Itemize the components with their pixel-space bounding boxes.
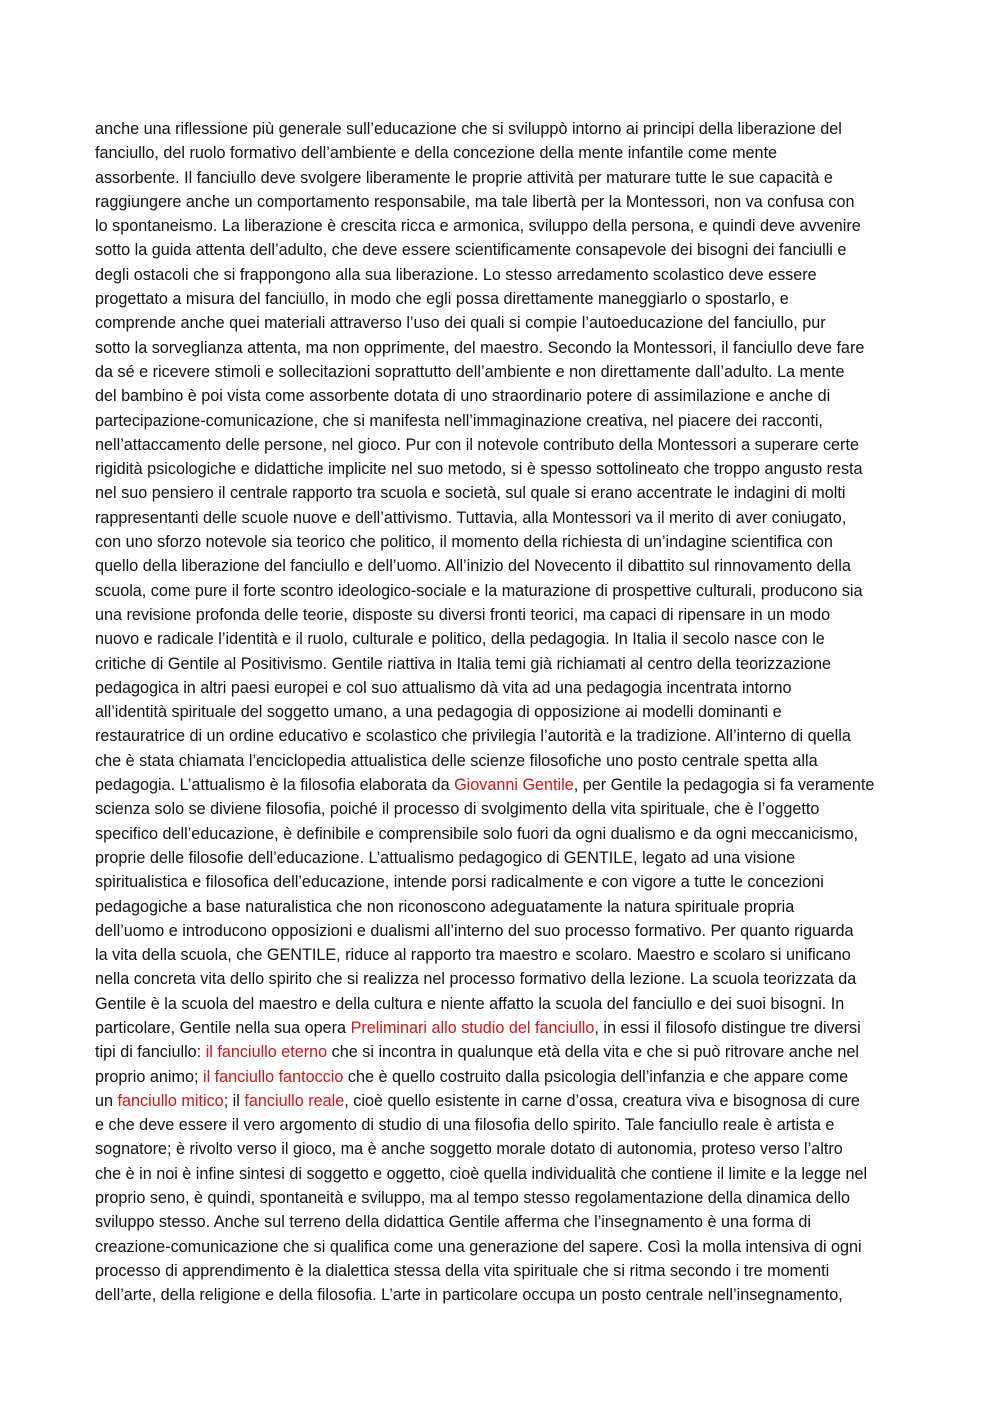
text-line: la vita della scuola, che GENTILE, riduce al rapporto tra maestro e scolaro. Maestro e scolaro si unificano — [95, 946, 851, 965]
link-preliminari[interactable]: Preliminari allo studio del fanciullo — [350, 1018, 595, 1037]
link-fanciullo-reale[interactable]: fanciullo reale — [244, 1091, 345, 1110]
text-line: una revisione profonda delle teorie, disposte su diversi fronti teorici, ma capaci di ripensare in un modo — [95, 605, 831, 624]
text-line: sognatore; è rivolto verso il gioco, ma è anche soggetto morale dotato di autonomia, proteso verso l’altro — [95, 1140, 843, 1159]
text-line: scuola, come pure il forte scontro ideologico-sociale e la maturazione di prospettive culturali, producono sia — [95, 581, 863, 600]
text-line: raggiungere anche un comportamento responsabile, ma tale libertà per la Montessori, non va confusa con — [95, 192, 855, 211]
text-line: lo spontaneismo. La liberazione è crescita ricca e armonica, sviluppo della persona, e quindi deve avvenire — [95, 217, 861, 236]
link-fanciullo-mitico[interactable]: fanciullo mitico — [117, 1091, 224, 1110]
text-line: che è stata chiamata l’enciclopedia attualistica delle scienze filosofiche uno posto centrale spetta alla — [95, 751, 818, 770]
text-line: nell’attaccamento delle persone, nel gioco. Pur con il notevole contributo della Montessori a superare certe — [95, 435, 859, 454]
text-line: nel suo pensiero il centrale rapporto tra scuola e società, sul quale si erano accentrate le indagini di molti — [95, 484, 846, 503]
text-line: che è in noi è infine sintesi di soggetto e oggetto, cioè quella individualità che contiene il limite e la legge nel — [95, 1164, 868, 1183]
text-line: proprie delle filosofie dell’educazione. L’attualismo pedagogico di GENTILE, legato ad una visione — [95, 848, 796, 867]
text-line: spiritualistica e filosofica dell’educazione, intende porsi radicalmente e con vigore a tutte le concezioni — [95, 873, 824, 892]
text-line: comprende anche quei materiali attraverso l’uso dei quali si compie l’autoeducazione del fanciullo, pur — [95, 314, 826, 333]
text-line: Gentile è la scuola del maestro e della cultura e niente affatto la scuola del fanciullo e dei suoi bisogni. In — [95, 994, 845, 1013]
text-line: anche una riflessione più generale sull’educazione che si sviluppò intorno ai principi della liberazione del — [95, 120, 842, 138]
text-line: fanciullo, del ruolo formativo dell’ambiente e della concezione della mente infantile come mente — [95, 144, 778, 163]
text-line: scienza solo se diviene filosofia, poiché il processo di svolgimento della vita spirituale, che è l’oggetto — [95, 800, 820, 819]
text-line: progettato a misura del fanciullo, in modo che egli possa direttamente maneggiarlo o spostarlo, e — [95, 290, 789, 309]
text-line: pedagogiche a base naturalistica che non riconoscono adeguatamente la natura spirituale propria — [95, 897, 795, 916]
text-line: sviluppo stesso. Anche sul terreno della didattica Gentile afferma che l’insegnamento è una forma di — [95, 1213, 811, 1232]
text-line: sotto la guida attenta dell’adulto, che deve essere scientificamente consapevole dei bisogni dei fanciulli e — [95, 241, 847, 260]
link-fanciullo-fantoccio[interactable]: il fanciullo fantoccio — [202, 1067, 344, 1086]
text-line: dell’arte, della religione e della filosofia. L’arte in particolare occupa un posto centrale nell’insegnamento, — [95, 1286, 843, 1305]
text-line: pedagogia. L’attualismo è la filosofia elaborata da Giovanni Gentile, per Gentile la pedagogia si fa veramente — [95, 776, 875, 795]
text-line: partecipazione-comunicazione, che si manifesta nell’immaginazione creativa, nel piacere dei racconti, — [95, 411, 823, 430]
text-line: pedagogica in altri paesi europei e col suo attualismo dà vita ad una pedagogia incentrata intorno — [95, 678, 792, 697]
text-line: creazione-comunicazione che si qualifica come una generazione del sapere. Così la molla intensiva di ogni — [95, 1237, 862, 1256]
text-line: processo di apprendimento è la dialettica stessa della vita spirituale che si ritma secondo i tre momenti — [95, 1261, 830, 1280]
text-line: proprio animo; il fanciullo fantoccio che è quello costruito dalla psicologia dell’infanzia e che appare come — [95, 1067, 849, 1086]
text-line: un fanciullo mitico; il fanciullo reale, cioè quello esistente in carne d’ossa, creatura viva e bisognosa di cure — [95, 1091, 860, 1110]
text-line: del bambino è poi vista come assorbente dotata di uno straordinario potere di assimilazione e anche di — [95, 387, 831, 406]
text-line: proprio seno, è quindi, spontaneità e sviluppo, ma al tempo stesso regolamentazione della dinamica dello — [95, 1189, 850, 1208]
text-line: rappresentanti delle scuole nuove e dell’attivismo. Tuttavia, alla Montessori va il merito di aver coniugato, — [95, 508, 847, 527]
text-line: da sé e ricevere stimoli e sollecitazioni soprattutto dell’ambiente e non direttamente dall’adulto. La mente — [95, 362, 845, 381]
text-line: particolare, Gentile nella sua opera Preliminari allo studio del fanciullo, in essi il filosofo distingue tre diversi — [95, 1018, 861, 1037]
document-body — [95, 117, 915, 1308]
text-line: assorbente. Il fanciullo deve svolgere liberamente le proprie attività per maturare tutte le sue capacità e — [95, 168, 833, 187]
text-line: critiche di Gentile al Positivismo. Gentile riattiva in Italia temi già richiamati al centro della teorizzazione — [95, 654, 831, 673]
text-line: tipi di fanciullo: il fanciullo eterno che si incontra in qualunque età della vita e che si può ritrovare anche nel — [95, 1043, 859, 1062]
text-line: quello della liberazione del fanciullo e dell’uomo. All’inizio del Novecento il dibattito sul rinnovamento della — [95, 557, 851, 576]
text-line: restauratrice di un ordine educativo e scolastico che privilegia l’autorità e la tradizione. All’interno di quella — [95, 727, 851, 746]
text-line: degli ostacoli che si frappongono alla sua liberazione. Lo stesso arredamento scolastico deve essere — [95, 265, 817, 284]
text-line: rigidità psicologiche e didattiche implicite nel suo metodo, si è spesso sottolineato che troppo angusto resta — [95, 460, 863, 479]
text-line: nella concreta vita dello spirito che si realizza nel processo formativo della lezione. La scuola teorizzata da — [95, 970, 857, 989]
link-giovanni-gentile[interactable]: Giovanni Gentile — [454, 776, 574, 795]
text-line: sotto la sorveglianza attenta, ma non opprimente, del maestro. Secondo la Montessori, il fanciullo deve fare — [95, 338, 865, 357]
text-line: all’identità spirituale del soggetto umano, a una pedagogia di opposizione ai modelli dominanti e — [95, 703, 782, 722]
text-line: e che deve essere il vero argomento di studio di una filosofia dello spirito. Tale fanciullo reale è artista e — [95, 1116, 835, 1135]
link-fanciullo-eterno[interactable]: il fanciullo eterno — [205, 1043, 328, 1062]
text-line: specifico dell’educazione, è definibile e comprensibile solo fuori da ogni dualismo e da ogni meccanicismo, — [95, 824, 859, 843]
text-line: nuovo e radicale l’identità e il ruolo, culturale e politico, della pedagogia. In Italia il secolo nasce con le — [95, 630, 825, 649]
text-line: dell’uomo e introducono opposizioni e dualismi all’interno del suo processo formativo. Per quanto riguarda — [95, 921, 854, 940]
text-line: con uno sforzo notevole sia teorico che politico, il momento della richiesta di un’indagine scientifica con — [95, 533, 833, 552]
